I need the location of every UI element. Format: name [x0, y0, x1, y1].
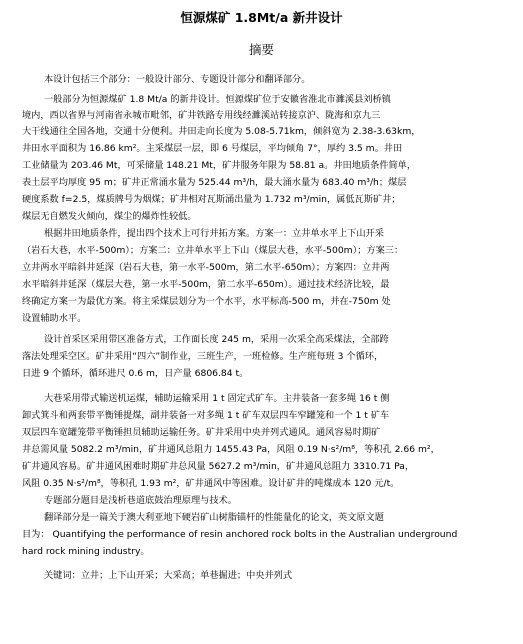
- text-line: 工业储量为 203.46 Mt，可采储量 148.21 Mt，矿井服务年限为 58.81 a。井田地质条件简单，: [22, 160, 417, 171]
- keywords-line: 关键词：立井；上下山开采；大采高；单巷掘进；中央并列式: [44, 570, 293, 581]
- text-line: 煤层无自燃发火倾向，煤尘的爆炸性较低。: [22, 211, 197, 222]
- text-line: 井田水平面积为 16.86 km²。主采煤层一层，即 6 号煤层，平均倾角 7°，厚约 3.5 m。井田: [22, 143, 403, 154]
- text-line: 设置辅助水平。: [22, 313, 87, 324]
- text-line: 大巷采用带式输送机运煤，辅助运输采用 1 t 固定式矿车。主井装备一套多绳 16 t 侧: [44, 393, 390, 404]
- text-line: 设计首采区采用带区准备方式，工作面长度 245 m，采用一次采全高采煤法，全部跨: [44, 334, 389, 345]
- text-line: 一般部分为恒源煤矿 1.8 Mt/a 的新井设计。恒源煤矿位于安徽省淮北市濉溪县刘桥镇: [44, 94, 391, 105]
- text-line: 立井两水平暗斜井延深（岩石大巷，第一水平-500m，第二水平-650m）；方案四：立井两: [22, 262, 390, 273]
- text-line: 风阻 0.35 N·s²/m⁸，等积孔 1.93 m²，矿井通风中等困难。设计矿井的吨煤成本 120 元/t。: [22, 478, 400, 489]
- text-line: 翻译部分是一篇关于澳大利亚地下硬岩矿山树脂锚杆的性能量化的论文，英文原文题: [44, 512, 384, 523]
- text-line: 落法处理采空区。矿井采用“四六”制作业，三班生产，一班检修。生产班每班 3 个循环，: [22, 351, 384, 362]
- text-line: 大干线通往全国各地，交通十分便利。井田走向长度为 5.08-5.71km，倾斜宽为 2.38-3.63km，: [22, 126, 421, 137]
- text-line: 终确定方案一为最优方案。将主采煤层划分为一个水平，水平标高-500 m，并在-750m 处: [22, 296, 391, 307]
- text-line: 表土层平均厚度 95 m；矿井正常涌水量为 525.44 m³/h，最大涌水量为 683.40 m³/h；煤层: [22, 177, 407, 188]
- document-title: 恒源煤矿 1.8Mt/a 新井设计: [180, 10, 343, 25]
- text-line: 矿井通风容易。矿井通风困难时期矿井总风量 5627.2 m³/min，矿井通风总阻力 3310.71 Pa，: [22, 461, 415, 472]
- text-line: 井总需风量 5082.2 m³/min，矿井通风总阻力 1455.43 Pa，风阻 0.19 N·s²/m⁸，等积孔 2.66 m²，: [22, 444, 440, 455]
- text-line: 境内，西以省界与河南省永城市毗邻，矿井铁路专用线经濉溪站转接京沪、陇海和京九三: [22, 110, 381, 121]
- text-line: 硬度系数 f=2.5，煤质牌号为烟煤；矿井相对瓦斯涌出量为 1.732 m³/min，属低瓦斯矿井；: [22, 194, 401, 205]
- abstract-heading: 摘要: [248, 42, 274, 57]
- text-line: 卸式箕斗和两套带平衡锤提煤，副井装备一对多绳 1 t 矿车双层四车窄罐笼和一个 1 t 矿车: [22, 410, 390, 421]
- text-line: 目为： Quantifying the performance of resin anchored rock bolts in the Australian underground: [22, 529, 458, 540]
- text-line: 双层四车宽罐笼带平衡锤担员辅助运输任务。矿井采用中央并列式通风。通风容易时期矿: [22, 427, 381, 438]
- text-line: 专题部分题目是浅析巷道底鼓治理原理与技术。: [44, 495, 237, 506]
- text-line: 日进 9 个循环，循环进尺 0.6 m，日产量 6806.84 t。: [22, 368, 249, 379]
- text-line: （岩石大巷，水平-500m）；方案二：立井单水平上下山（煤层大巷，水平-500m）；方案三：: [22, 245, 404, 256]
- text-line: 本设计包括三个部分：一般设计部分、专题设计部分和翻译部分。: [44, 74, 311, 85]
- text-line: hard rock mining industry。: [22, 546, 150, 557]
- text-line: 根据井田地质条件，提出四个技术上可行并拓方案。方案一：立井单水平上下山开采: [44, 228, 384, 239]
- text-line: 水平暗斜井延深（煤层大巷，第一水平-500m，第二水平-650m）。通过技术经济比较，最: [22, 279, 390, 290]
